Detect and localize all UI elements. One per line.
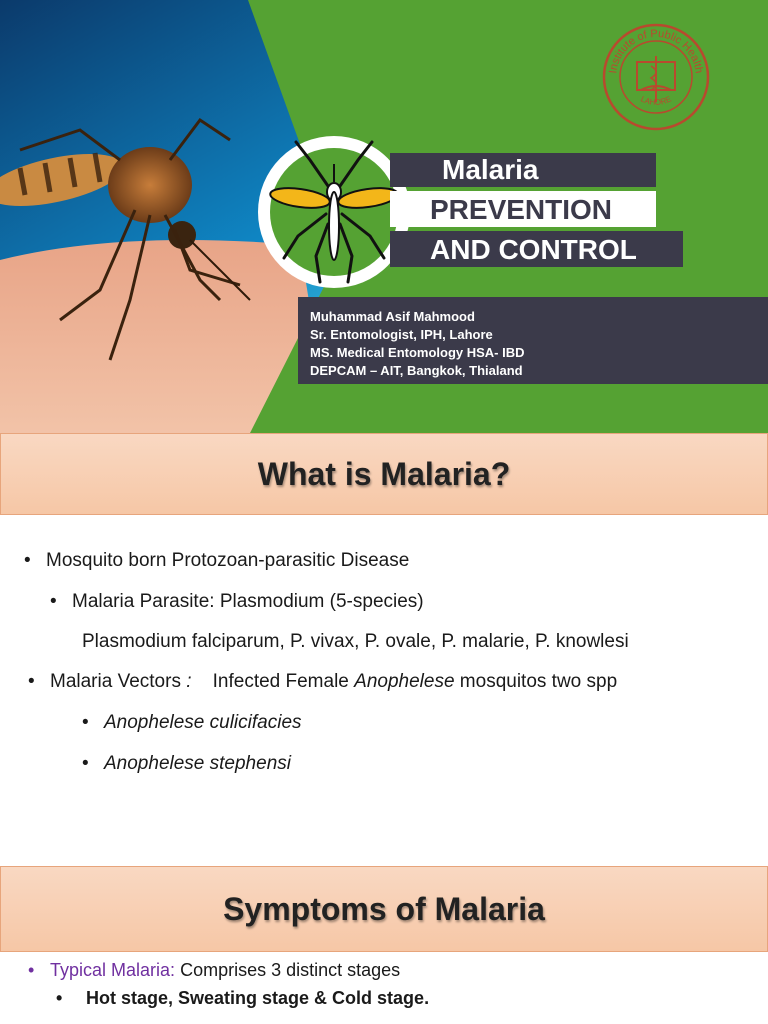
- bullet: •: [24, 550, 31, 571]
- mosquito-icon: [258, 136, 410, 288]
- author-affiliation: DEPCAM – AIT, Bangkok, Thialand: [310, 363, 523, 378]
- title-malaria: Malaria: [390, 153, 656, 187]
- list-item: • Malaria Vectors : Infected Female Anophelese mosquitos two spp: [28, 671, 618, 692]
- author-name: Muhammad Asif Mahmood: [310, 309, 475, 324]
- logo-ring-text: Institute of Public Health: [607, 27, 705, 75]
- what-is-malaria-heading: What is Malaria?: [0, 433, 768, 515]
- list-item: • Hot stage, Sweating stage & Cold stage.: [56, 988, 430, 1008]
- bullet: •: [82, 712, 89, 733]
- list-item: • Anophelese stephensi: [82, 753, 291, 774]
- list-item: • Mosquito born Protozoan-parasitic Disease: [24, 550, 410, 571]
- bullet: •: [50, 591, 57, 612]
- bullet: •: [82, 753, 89, 774]
- symptoms-heading: Symptoms of Malaria: [0, 866, 768, 952]
- parasite-species: Plasmodium falciparum, P. vivax, P. ovale, P. malarie, P. knowlesi: [82, 631, 629, 652]
- list-item: • Typical Malaria: Comprises 3 distinct stages: [28, 960, 401, 980]
- author-info: [298, 297, 768, 384]
- institute-logo: [601, 22, 711, 132]
- author-title: Sr. Entomologist, IPH, Lahore: [310, 327, 493, 342]
- logo-city-text: LAHORE: [639, 94, 673, 107]
- author-degree: MS. Medical Entomology HSA- IBD: [310, 345, 525, 360]
- list-item: • Anophelese culicifacies: [82, 712, 302, 733]
- title-prevention: PREVENTION: [390, 191, 656, 227]
- title-slide: [0, 0, 768, 433]
- list-item: • Malaria Parasite: Plasmodium (5-species): [50, 591, 424, 612]
- bullet: •: [28, 960, 35, 980]
- bullet: •: [56, 988, 63, 1008]
- title-and-control: AND CONTROL: [390, 231, 683, 267]
- bullet: •: [28, 671, 35, 692]
